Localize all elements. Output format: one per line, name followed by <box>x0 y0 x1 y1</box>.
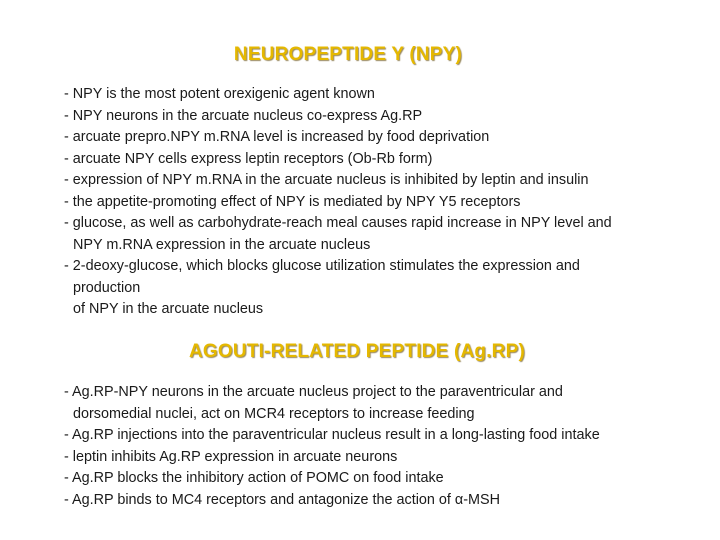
agrp-section-title: AGOUTI-RELATED PEPTIDE (Ag.RP) <box>188 341 526 362</box>
npy-fact-line: - glucose, as well as carbohydrate-reach meal causes rapid increase in NPY level and <box>64 215 612 231</box>
npy-fact-line-continuation: of NPY in the arcuate nucleus <box>73 301 264 317</box>
npy-fact-line: - 2-deoxy-glucose, which blocks glucose utilization stimulates the expression and <box>64 258 580 274</box>
agrp-fact-line: - Ag.RP blocks the inhibitory action of POMC on food intake <box>64 470 444 486</box>
agrp-fact-line: - Ag.RP injections into the paraventricular nucleus result in a long-lasting food intake <box>64 427 600 443</box>
agrp-fact-line: - Ag.RP binds to MC4 receptors and antagonize the action of α-MSH <box>64 491 501 508</box>
agrp-facts-list <box>64 382 600 511</box>
npy-fact-line: - NPY neurons in the arcuate nucleus co-express Ag.RP <box>64 107 423 124</box>
npy-fact-line: - NPY is the most potent orexigenic agent known <box>64 86 375 102</box>
npy-fact-line-continuation: NPY m.RNA expression in the arcuate nucleus <box>73 236 371 253</box>
npy-fact-line: - arcuate prepro.NPY m.RNA level is increased by food deprivation <box>64 129 490 145</box>
agrp-fact-line-continuation: dorsomedial nuclei, act on MCR4 receptors to increase feeding <box>73 405 475 422</box>
npy-fact-line-continuation: production <box>73 279 141 296</box>
agrp-fact-line: - Ag.RP-NPY neurons in the arcuate nucleus project to the paraventricular and <box>64 384 563 400</box>
agrp-fact-line: - leptin inhibits Ag.RP expression in arcuate neurons <box>64 448 398 465</box>
npy-fact-line: - expression of NPY m.RNA in the arcuate nucleus is inhibited by leptin and insulin <box>64 172 589 188</box>
npy-facts-list <box>64 84 612 321</box>
npy-section-title: NEUROPEPTIDE Y (NPY) <box>233 44 463 65</box>
npy-fact-line: - arcuate NPY cells express leptin receptors (Ob-Rb form) <box>64 150 433 167</box>
npy-fact-line: - the appetite-promoting effect of NPY is mediated by NPY Y5 receptors <box>64 193 521 210</box>
